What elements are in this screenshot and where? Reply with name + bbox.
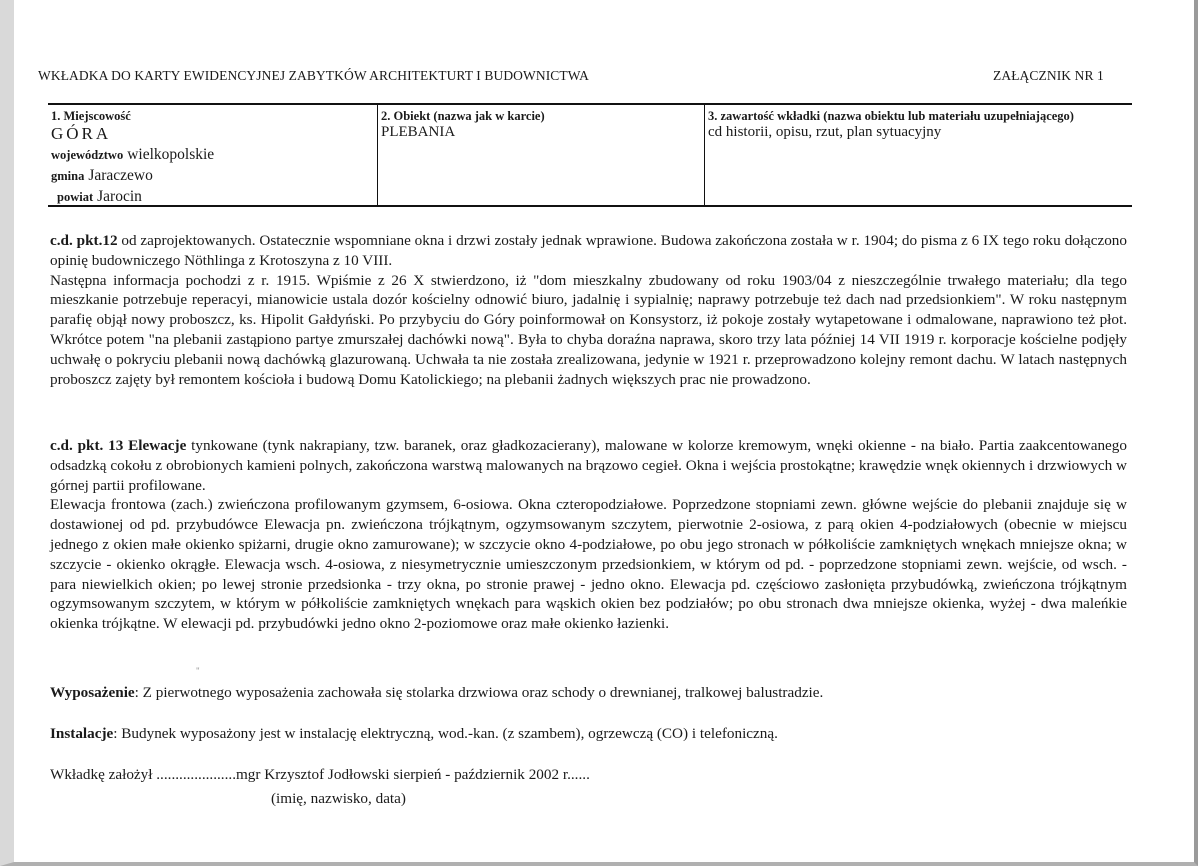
scan-speck: " [196, 666, 200, 676]
elevations-heading: c.d. pkt. 13 Elewacje [50, 437, 187, 454]
locality-label: 1. Miejscowość [51, 109, 131, 123]
content-label: 3. zawartość wkładki (nazwa obiektu lub materiału uzupełniającego) [708, 109, 1074, 123]
content-value: cd historii, opisu, rzut, plan sytuacyjny [708, 124, 942, 140]
installations-heading: Instalacje [50, 725, 114, 742]
equipment-section [50, 683, 1127, 703]
history-text-1: od zaprojektowanych. Ostatecznie wspomniane okna i drzwi zostały jednak wprawione. Budowa zakończona została w r. 1904; do pisma z 6 IX tego roku dołączono opinię budowniczego Nöthlinga z Krotoszyna z 10 VIII. [50, 232, 1127, 269]
history-section [50, 231, 1127, 389]
locality-column [48, 105, 378, 205]
county-row [51, 186, 377, 207]
equipment-text: : Z pierwotnego wyposażenia zachowała się stolarka drzwiowa oraz schody o drewnianej, tralkowej balustradzie. [134, 684, 824, 701]
voivodeship-row [51, 144, 377, 165]
object-label: 2. Obiekt (nazwa jak w karcie) [381, 109, 545, 123]
locality-value: GÓRA [51, 124, 112, 143]
info-table [48, 103, 1132, 207]
elevations-paragraph-1 [50, 436, 1127, 495]
county-label: powiat [57, 190, 94, 204]
commune-value: Jaraczewo [88, 167, 153, 184]
equipment-heading: Wyposażenie [50, 684, 135, 701]
elevations-text-1: tynkowane (tynk nakrapiany, tzw. baranek, oraz gładkozacierany), malowane w kolorze kremowym, wnęki okienne - na biało. Partia zaakcentowanego odsadzką cokołu z obrobionych kamieni polnych, zakończona warstwą malowanych na brązowo cegieł. Okna i wejścia prostokątne; krawędzie wnęk okiennych i drzwiowych w górnej partii profilowane. [50, 437, 1127, 494]
history-paragraph-2: Następna informacja pochodzi z r. 1915. Wpiśmie z 26 X stwierdzono, iż "dom mieszkalny zbudowany od roku 1903/04 z nieszczególnie trwałego materiału; dla tego mieszkanie potrzebuje reperacyi, mianowicie ustala dozór kościelny odnowić biuro, jadalnię i sypialnię; naprawy potrzebuje też dach nad przedsionkiem". W roku następnym parafię objął nowy proboszcz, ks. Hipolit Gałdyński. Po przybyciu do Góry poinformował on Konsystorz, iż pokoje zostały wytapetowane i odmalowane, naprawiono też płot. Wkrótce potem "na plebanii zastąpiono partye zmurszałej dachówki nową". Była to chyba doraźna naprawa, skoro trzy lata później 14 VII 1919 r. korporacje kościelne podjęły uchwałę o pokryciu plebanii nową dachówką glazurowaną. Uchwała ta nie została zrealizowana, jedynie w 1921 r. przeprowadzono kolejny remont dachu. W latach następnych proboszcz zajęty był remontem kościoła i budową Domu Katolickiego; na plebanii żadnych większych prac nie prowadzono. [50, 271, 1127, 388]
object-column [378, 105, 705, 205]
document-title: WKŁADKA DO KARTY EWIDENCYJNEJ ZABYTKÓW ARCHITEKTURT I BUDOWNICTWA [38, 68, 589, 83]
installations-section [50, 724, 1127, 744]
voivodeship-label: województwo [51, 148, 124, 162]
history-paragraph-1 [50, 231, 1127, 271]
object-value: PLEBANIA [381, 124, 456, 140]
voivodeship-value: wielkopolskie [127, 146, 215, 163]
commune-label: gmina [51, 169, 85, 183]
commune-row [51, 165, 377, 186]
signature-line: Wkładkę założył .....................mgr Krzysztof Jodłowski sierpień - październik 2002 r...... [50, 766, 590, 783]
installations-text: : Budynek wyposażony jest w instalację elektryczną, wod.-kan. (z szambem), ogrzewczą (CO) i telefoniczną. [113, 725, 778, 742]
history-heading: c.d. pkt.12 [50, 232, 118, 249]
signature-caption: (imię, nazwisko, data) [271, 790, 406, 807]
content-column [705, 105, 1132, 205]
elevations-section [50, 436, 1127, 634]
attachment-number: ZAŁĄCZNIK NR 1 [993, 68, 1104, 83]
elevations-paragraph-2: Elewacja frontowa (zach.) zwieńczona profilowanym gzymsem, 6-osiowa. Okna czteropodziałowe. Poprzedzone stopniami zewn. główne wejście do plebanii znajduje się w dostawionej od pd. przybudówce Elewacja pn. zwieńczona trójkątnym, ogzymsowanym szczytem, pierwotnie 2-osiowa, z parą okien 4-podziałowych (obecnie w miejscu jednego z okien małe okienko spiżarni, drugie okno zamurowane); w szczycie okno 4-podziałowe, po obu jego stronach w półkoliście zamkniętych wnękach mniejsze okna; w szczycie - okienko okrągłe. Elewacja wsch. 4-osiowa, z niesymetrycznie umieszczonym przedsionkiem, w którym od pd. - poprzedzone stopniami zewn. wejście, od wsch. - para niewielkich okien; po lewej stronie przedsionka - trzy okna, po stronie prawej - jedno okno. Elewacja pd. częściowo zasłonięta przybudówką, zwieńczona trójkątnym ogzymsowanym szczytem, w którym w półkoliście zamkniętych wnękach para wąskich okien bez podziałów; po obu stronach dwa mniejsze okienka, wyżej - dwa maleńkie okienka trójkątne. W elewacji pd. przybudówki jedno okno 2-poziomowe oraz małe okienko łazienki. [50, 496, 1127, 633]
county-value: Jarocin [97, 188, 142, 205]
